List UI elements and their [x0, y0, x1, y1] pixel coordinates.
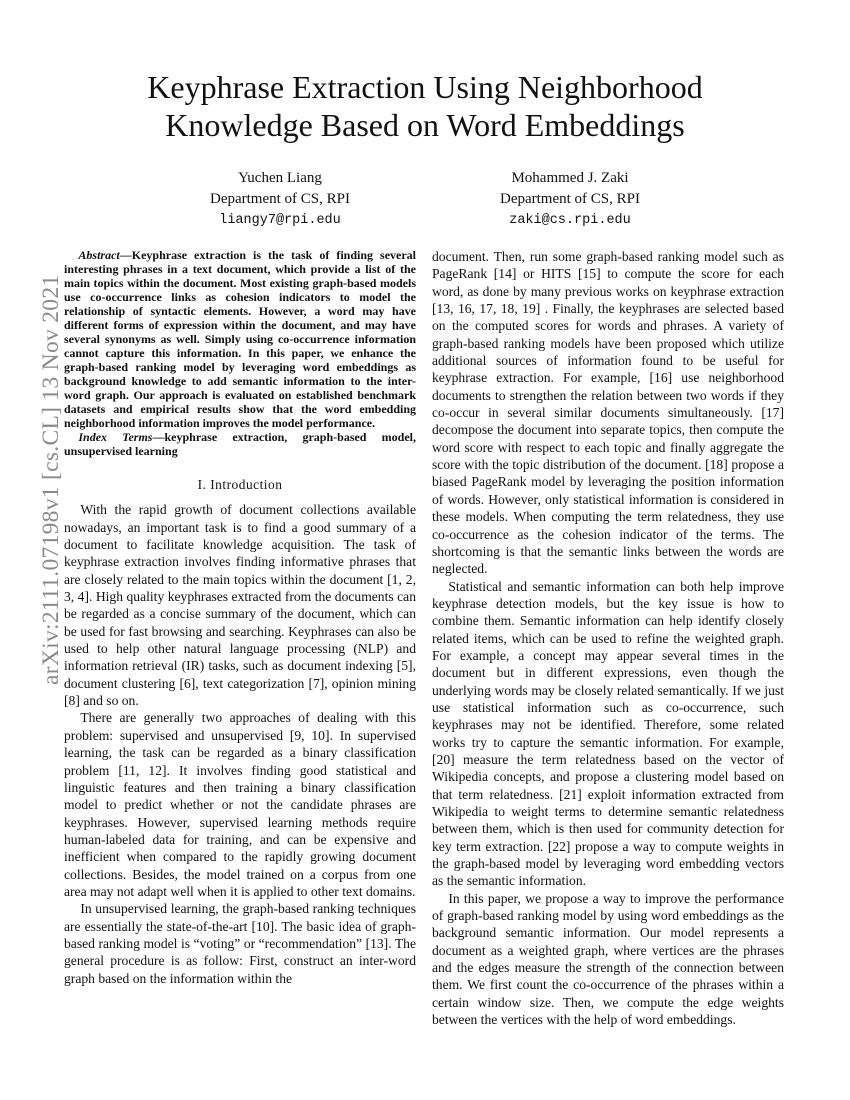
body-paragraph: In this paper, we propose a way to improve the performance of graph-based ranking model by using word embeddings as the background semantic information. Our model represents a document as a weighted graph, where vertices are the phrases and the edges measure the strength of the connection between them. We first count the co-occurrence of the phrases within a certain window size. Then, we compute the edge weights between the vertices with the help of word embeddings. [432, 890, 784, 1028]
arxiv-stamp: arXiv:2111.07198v1 [cs.CL] 13 Nov 2021 [38, 274, 64, 685]
index-terms-text: keyphrase extraction, graph-based model, unsupervised learning [64, 430, 416, 458]
index-terms-label: Index Terms [78, 430, 153, 444]
body-paragraph: In unsupervised learning, the graph-based ranking techniques are essentially the state-of-the-art [10]. The basic idea of graph-based ranking model is “voting” or “recommendation” [13]. The general procedure is as follow: First, construct an inter-word graph based on the information within the [64, 901, 416, 986]
author-name: Mohammed J. Zaki [511, 170, 629, 186]
abstract-text: Keyphrase extraction is the task of finding several interesting phrases in a text document, which provide a list of the main topics within the document. Most existing graph-based models use co-occurrence links as cohesion indicators to model the relationship of syntactic elements. However, a word may have different forms of expression within the document, and may have several synonyms as well. Simply using co-occurrence information cannot capture this information. In this paper, we enhance the graph-based ranking model by leveraging word embeddings as background knowledge to add semantic information to the inter-word graph. Our approach is evaluated on established benchmark datasets and empirical results show that the word embedding neighborhood information improves the model performance. [64, 248, 416, 430]
paper-title: Keyphrase Extraction Using Neighborhood Knowledge Based on Word Embeddings [147, 69, 703, 143]
body-paragraph: There are generally two approaches of dealing with this problem: supervised and unsupervised [9, 10]. In supervised learning, the task can be regarded as a binary classification problem [11, 12]. It involves finding good statistical and linguistic features and then training a binary classification model to predict whether or not the candidate phrases are keyphrases. However, supervised learning methods require human-labeled data for training, and can be expensive and inefficient when compared to the rapidly growing document collections. Besides, the model trained on a corpus from one area may not adapt well when it is applied to other text domains. [64, 710, 416, 899]
author-email[interactable]: liangy7@rpi.edu [219, 213, 341, 228]
index-terms: Index Terms—keyphrase extraction, graph-based model, unsupervised learning [64, 430, 416, 458]
author-block [440, 168, 700, 231]
author-affiliation: Department of CS, RPI [210, 191, 350, 207]
body-paragraph: With the rapid growth of document collections available nowadays, an important task is to find a good summary of a document to facilitate knowledge acquisition. The task of keyphrase extraction involves finding informative phrases that are closely related to the main topics within the document [1, 2, 3, 4]. High quality keyphrases extracted from the documents can be regarded as a concise summary of the document, which can be used for fast browsing and searching. Keyphrases can also be used to help other natural language processing (NLP) and information retrieval (IR) tasks, such as document indexing [5], document clustering [6], text categorization [7], opinion mining [8] and so on. [64, 502, 416, 709]
abstract-label: Abstract [78, 248, 120, 262]
section-heading: I. Introduction [197, 477, 283, 492]
right-column [432, 248, 784, 1028]
author-name: Yuchen Liang [238, 170, 322, 186]
body-paragraph: document. Then, run some graph-based ranking model such as PageRank [14] or HITS [15] to compute the score for each word, as done by many previous works on keyphrase extraction [13, 16, 17, 18, 19] . Finally, the keyphrases are selected based on the computed scores for words and phrases. A variety of graph-based ranking models have been proposed which utilize additional sources of information found to be useful for keyphrase extraction. For example, [16] use neighborhood documents to strengthen the relation between two words if they co-occur in several similar documents simultaneously. [17] decompose the document into separate topics, then compute the word score with respect to each topic and finally aggregate the score with the topic distribution of the document. [18] propose a biased PageRank model by leveraging the position information of words. However, only statistical information is considered in these models. When computing the term relatedness, they use co-occurrence as the cohesion indicator of the terms. The shortcoming is that the semantic links between the words are neglected. [432, 249, 784, 577]
body-paragraph: Statistical and semantic information can both help improve keyphrase detection models, but the key issue is how to combine them. Semantic information can help identify closely related items, which can be used to refine the weighted graph. For example, a concept may appear several times in the document but in different expressions, even though the underlying words may be closely related semantically. If we just use statistical information such as co-occurrence, such keyphrases may not be identified. Therefore, some related works try to capture the semantic information. For example, [20] measure the term relatedness based on the vector of Wikipedia concepts, and propose a clustering model based on that term relatedness. [21] exploit information extracted from Wikipedia to weight terms to determine semantic relatedness between them, which is then used for community detection for key term extraction. [22] propose a way to compute weights in the graph-based model by leveraging word embedding vectors as the semantic information. [432, 578, 784, 889]
author-affiliation: Department of CS, RPI [500, 191, 640, 207]
left-column [64, 248, 416, 987]
author-block [150, 168, 410, 231]
abstract-paragraph: Abstract—Keyphrase extraction is the task of finding several interesting phrases in a text document, which provide a list of the main topics within the document. Most existing graph-based models use co-occurrence links as cohesion indicators to model the relationship of syntactic elements. However, a word may have different forms of expression within the document, and may have several synonyms as well. Simply using co-occurrence information cannot capture this information. In this paper, we enhance the graph-based ranking model by leveraging word embeddings as background knowledge to add semantic information to the inter-word graph. Our approach is evaluated on established benchmark datasets and empirical results show that the word embedding neighborhood information improves the model performance. [64, 248, 416, 430]
author-email[interactable]: zaki@cs.rpi.edu [509, 213, 631, 228]
abstract [64, 248, 416, 458]
